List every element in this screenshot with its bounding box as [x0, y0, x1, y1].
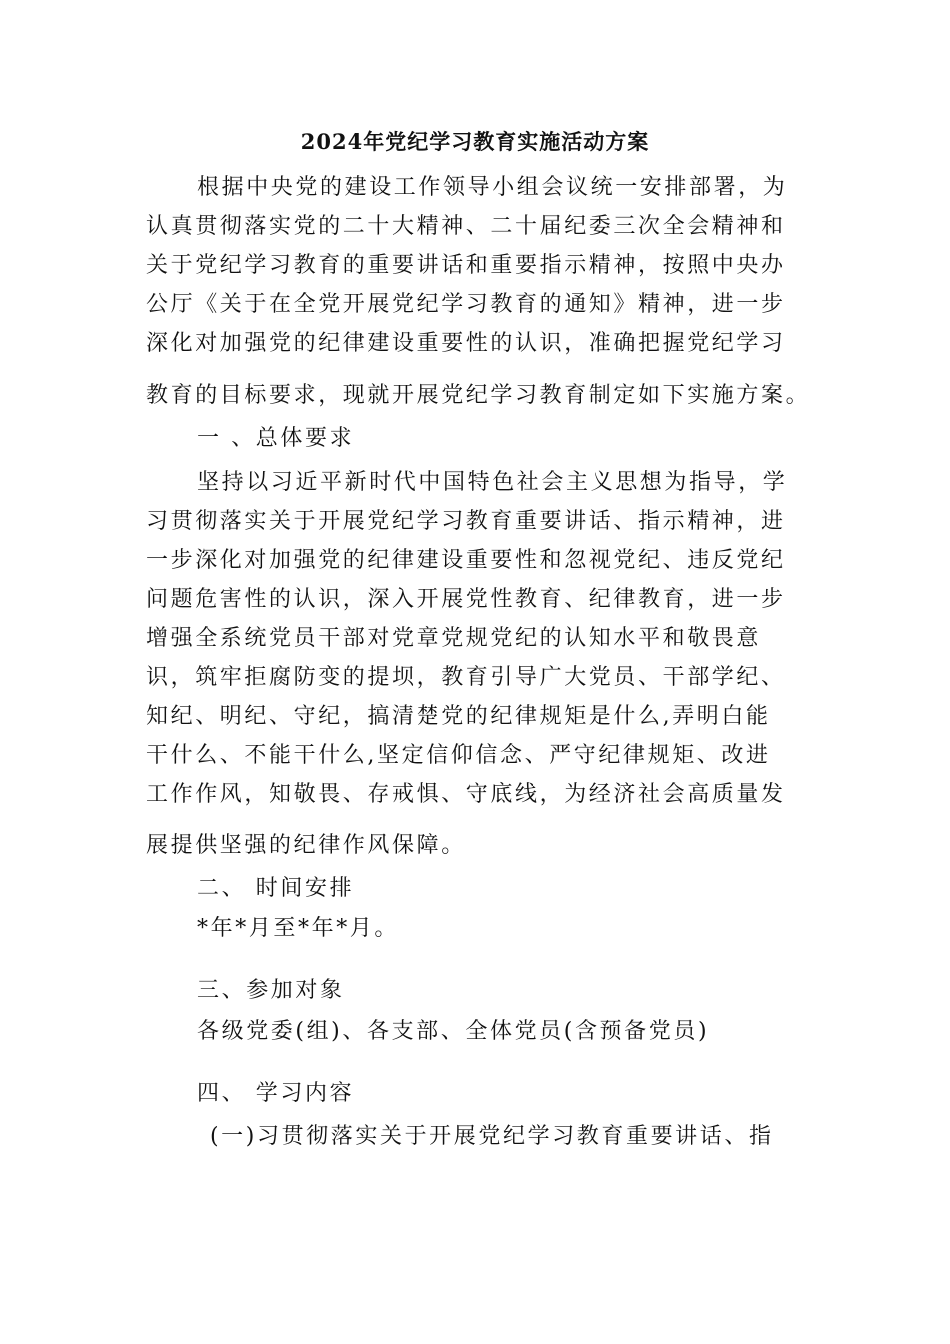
paragraph-line: 一步深化对加强党的纪律建设重要性和忽视党纪、违反党纪 — [146, 548, 786, 573]
paragraph-line: 增强全系统党员干部对党章党规党纪的认知水平和敬畏意 — [146, 626, 762, 651]
section-heading: 四、 学习内容 — [197, 1081, 355, 1106]
paragraph-line: 展提供坚强的纪律作风保障。 — [146, 833, 466, 858]
section-heading: 一 、总体要求 — [197, 426, 355, 451]
paragraph-line: 工作作风，知敬畏、存戒惧、守底线，为经济社会高质量发 — [146, 782, 786, 807]
paragraph-line: 教育的目标要求，现就开展党纪学习教育制定如下实施方案。 — [146, 383, 811, 408]
paragraph-line: 各级党委(组)、各支部、全体党员(含预备党员) — [197, 1019, 710, 1044]
paragraph-line: 关于党纪学习教育的重要讲话和重要指示精神，按照中央办 — [146, 253, 786, 278]
section-heading: 二、 时间安排 — [197, 876, 355, 901]
subsection-heading: (一)习贯彻落实关于开展党纪学习教育重要讲话、指 — [210, 1124, 774, 1149]
paragraph-line: 根据中央党的建设工作领导小组会议统一安排部署，为 — [197, 175, 788, 200]
section-heading: 三、参加对象 — [197, 978, 345, 1003]
document-title: 2024年党纪学习教育实施活动方案 — [300, 129, 650, 154]
paragraph-line: 深化对加强党的纪律建设重要性的认识，准确把握党纪学习 — [146, 331, 786, 356]
paragraph-line: *年*月至*年*月。 — [197, 916, 400, 941]
paragraph-line: 习贯彻落实关于开展党纪学习教育重要讲话、指示精神，进 — [146, 509, 786, 534]
paragraph-line: 坚持以习近平新时代中国特色社会主义思想为指导，学 — [197, 470, 788, 495]
paragraph-line: 知纪、明纪、守纪，搞清楚党的纪律规矩是什么,弄明白能 — [146, 704, 771, 729]
paragraph-line: 认真贯彻落实党的二十大精神、二十届纪委三次全会精神和 — [146, 214, 786, 239]
paragraph-line: 干什么、不能干什么,坚定信仰信念、严守纪律规矩、改进 — [146, 743, 771, 768]
paragraph-line: 问题危害性的认识，深入开展党性教育、纪律教育，进一步 — [146, 587, 786, 612]
paragraph-line: 识，筑牢拒腐防变的提坝，教育引导广大党员、干部学纪、 — [146, 665, 786, 690]
paragraph-line: 公厅《关于在全党开展党纪学习教育的通知》精神，进一步 — [146, 292, 786, 317]
